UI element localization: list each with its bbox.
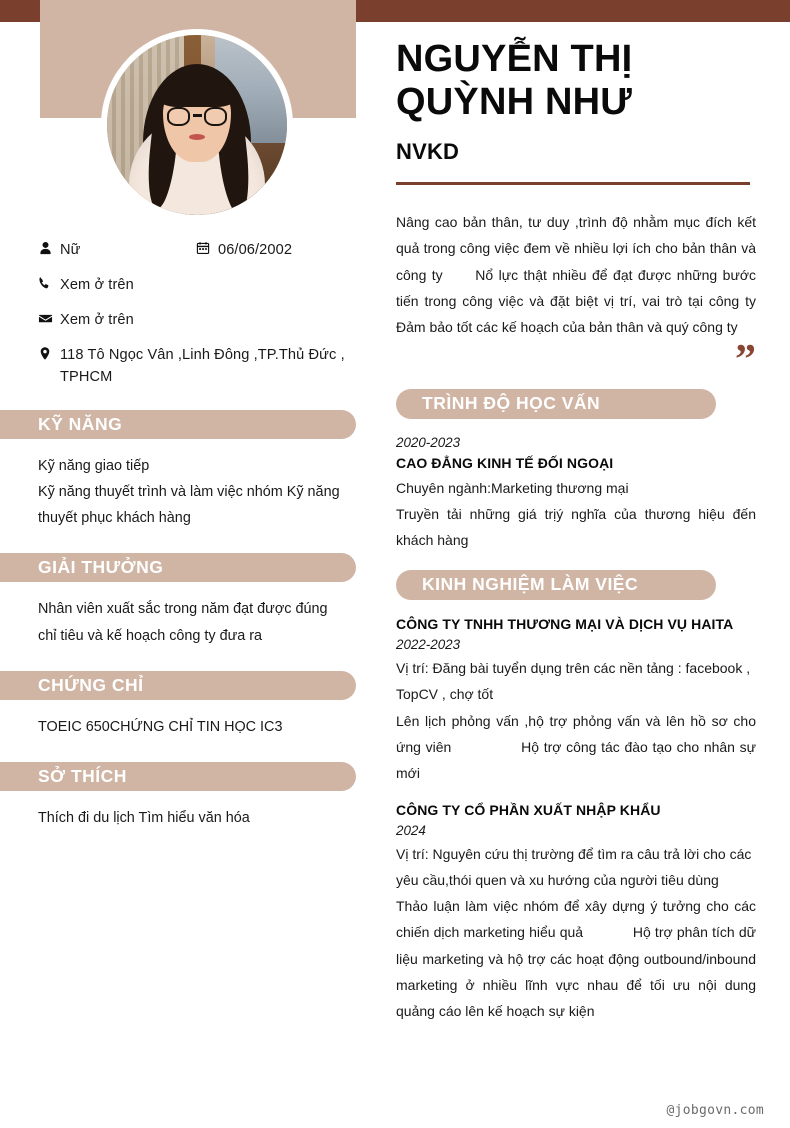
section-body-skills	[0, 439, 372, 532]
experience-entry	[396, 614, 760, 786]
experience-entry	[396, 800, 760, 1024]
header-beige-overlay	[40, 0, 356, 22]
education-detail: Truyền tải những giá trịý nghĩa của thương hiệu đến khách hàng	[396, 505, 760, 548]
envelope-icon	[38, 310, 60, 326]
location-pin-icon	[38, 345, 60, 361]
contact-gender	[38, 240, 196, 261]
contact-row-address	[38, 345, 358, 387]
section-header-certificates	[0, 671, 356, 700]
contact-row-phone	[38, 275, 358, 296]
section-title: KỸ NĂNG	[38, 413, 123, 434]
experience-date: 2022-2023	[396, 637, 461, 653]
avatar	[101, 29, 293, 221]
person-icon	[38, 240, 60, 256]
experience-company: CÔNG TY CỔ PHẦN XUẤT NHẬP KHẨU	[396, 801, 661, 818]
skills-line-2: Kỹ năng thuyết trình và làm việc nhóm Kỹ năng thuyết phục khách hàng	[38, 484, 340, 527]
section-experience	[396, 570, 760, 1024]
education-school: CAO ĐẲNG KINH TẾ ĐỐI NGOẠI	[396, 454, 614, 471]
watermark: @jobgovn.com	[666, 1103, 764, 1118]
job-role: NVKD	[396, 139, 460, 165]
experience-line-1: Vị trí: Đăng bài tuyển dụng trên các nền tảng : facebook , TopCV , chợ tốt	[396, 660, 751, 703]
section-education	[396, 389, 760, 553]
full-name-line-2: QUỲNH NHƯ	[396, 80, 632, 123]
hobbies-line-1: Thích đi du lịch Tìm hiểu văn hóa	[38, 810, 250, 827]
section-body-certificates	[0, 700, 372, 740]
experience-line-1: Vị trí: Nguyên cứu thị trường để tìm ra câu trả lời cho các yêu cầu,thói quen và xu hướng của người tiêu dùng	[396, 846, 752, 889]
left-column	[0, 240, 372, 831]
calendar-icon	[196, 240, 218, 255]
right-column	[396, 0, 768, 1024]
experience-line-2: Thảo luận làm việc nhóm để xây dựng ý tưởng cho các chiến dịch marketing hiểu quả Hộ trợ phân tích dữ liệu marketing và hộ trợ các hoạt động outbound/inbound marketing ở nhiều lĩnh vực nhau để tối ưu nội dung quảng cáo lên kế hoạch sự kiện	[396, 898, 760, 1019]
section-header-education	[396, 389, 716, 419]
section-header-awards	[0, 553, 356, 582]
contact-phone-value: Xem ở trên	[60, 277, 134, 294]
contact-gender-value: Nữ	[60, 242, 81, 258]
contact-email-value: Xem ở trên	[60, 312, 134, 329]
section-title: GIẢI THƯỞNG	[38, 557, 164, 578]
section-title: SỞ THÍCH	[38, 766, 127, 787]
section-hobbies	[0, 762, 372, 831]
skills-line-1: Kỹ năng giao tiếp	[38, 457, 150, 474]
section-title: KINH NGHIỆM LÀM VIỆC	[422, 574, 639, 595]
section-header-skills	[0, 410, 356, 439]
contact-birthday	[196, 240, 292, 261]
section-body-awards	[0, 582, 372, 648]
full-name-line-1: NGUYỄN THỊ	[396, 38, 633, 80]
awards-line-1: Nhân viên xuất sắc trong năm đạt được đúng chỉ tiêu và kế hoạch công ty đưa ra	[38, 601, 328, 644]
section-title: TRÌNH ĐỘ HỌC VẤN	[422, 393, 601, 414]
education-major: Chuyên ngành:Marketing thương mại	[396, 479, 629, 496]
contact-row-gender-birthday	[38, 240, 358, 261]
section-body-hobbies	[0, 791, 372, 831]
summary-text: Nâng cao bản thân, tư duy ,trình độ nhằm mục đích kết quả trong công việc đem về nhiều lợi ích cho bản thân và công ty Nổ lực thật nhiều để đạt được những bước tiến trong công việc và đặt biệt vị trí, vai trò tại công ty Đảm bảo tốt các kế hoạch của bản thân và quý công ty	[396, 214, 768, 336]
experience-line-2: Lên lịch phỏng vấn ,hộ trợ phỏng vấn và lên hồ sơ cho ứng viên Hộ trợ công tác đào tạo cho nhân sự mới	[396, 712, 760, 781]
section-certificates	[0, 671, 372, 740]
contact-address-value: 118 Tô Ngọc Vân ,Linh Đông ,TP.Thủ Đức , TPHCM	[60, 347, 345, 385]
experience-company: CÔNG TY TNHH THƯƠNG MẠI VÀ DỊCH VỤ HAITA	[396, 615, 734, 632]
contact-row-email	[38, 310, 358, 331]
page-title	[396, 38, 756, 123]
avatar-photo	[107, 35, 287, 215]
section-title: CHỨNG CHỈ	[38, 674, 144, 695]
contact-block	[0, 240, 372, 388]
section-header-hobbies	[0, 762, 356, 791]
section-awards	[0, 553, 372, 648]
section-header-experience	[396, 570, 716, 600]
section-skills	[0, 410, 372, 532]
education-date: 2020-2023	[396, 434, 461, 450]
contact-birthday-value: 06/06/2002	[218, 242, 293, 258]
header-divider	[396, 182, 750, 185]
certificates-line-1: TOEIC 650CHỨNG CHỈ TIN HỌC IC3	[38, 718, 283, 735]
phone-icon	[38, 275, 60, 290]
education-entry	[396, 433, 760, 553]
experience-date: 2024	[396, 823, 426, 839]
left-sections	[0, 410, 372, 832]
quote-icon: ”	[735, 336, 756, 383]
